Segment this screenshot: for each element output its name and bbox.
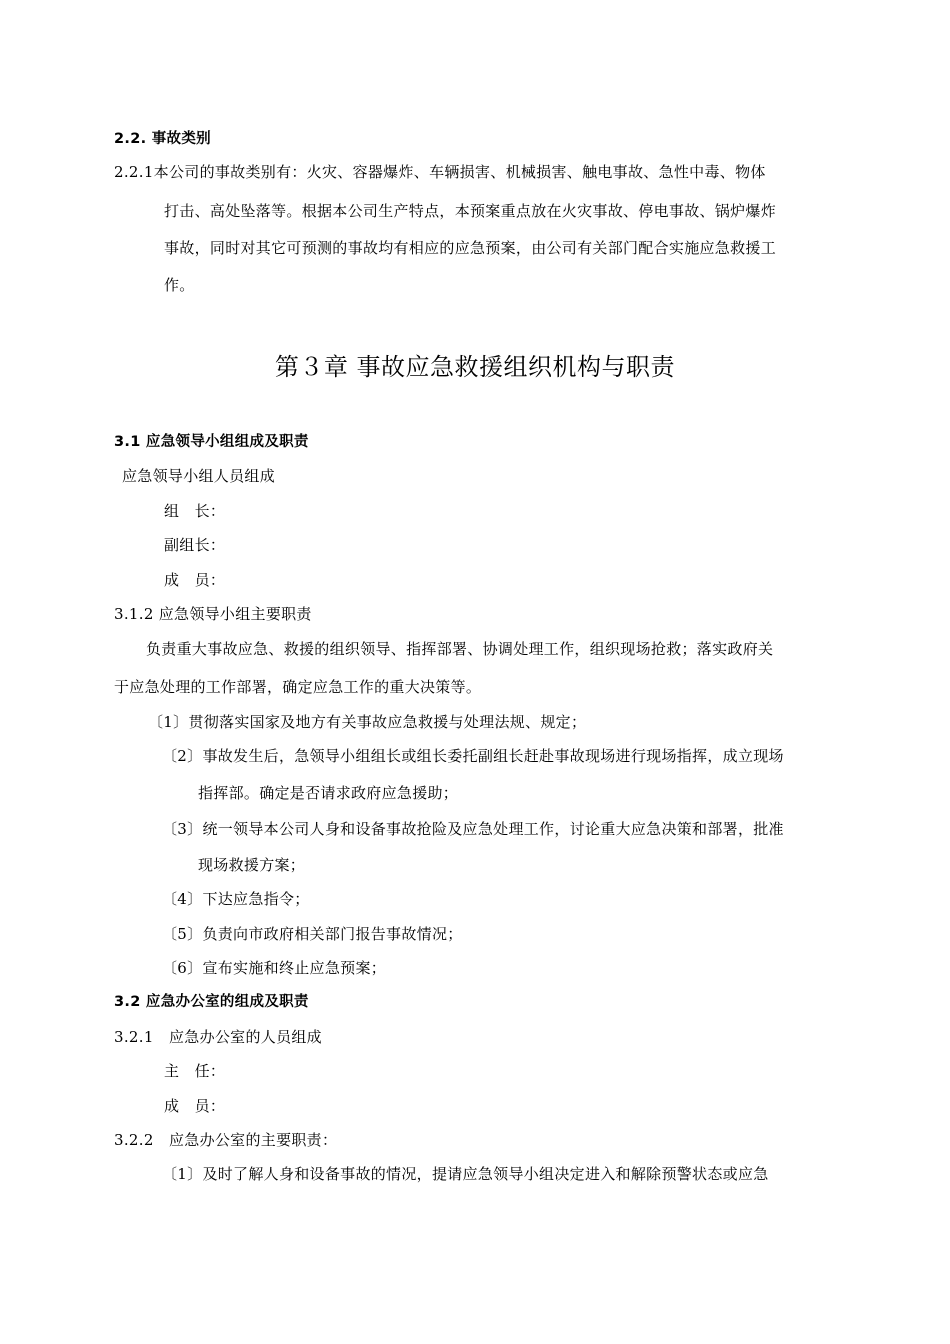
section-3-1-heading: 3.1 应急领导小组组成及职责 bbox=[114, 434, 309, 450]
duty-item-4: 〔4〕下达应急指令； bbox=[162, 890, 310, 908]
paragraph-number: 2.2.1 bbox=[114, 163, 154, 181]
paragraph-2-2-1-line-2: 打击、高处坠落等。根据本公司生产特点，本预案重点放在火灾事故、停电事故、锅炉爆炸 bbox=[164, 202, 777, 220]
members-field: 成 员： bbox=[164, 571, 226, 589]
duty-line-2: 于应急处理的工作部署，确定应急工作的重大决策等。 bbox=[114, 678, 482, 696]
duty-item-2-line-1: 〔2〕事故发生后，急领导小组组长或组长委托副组长赶赴事故现场进行现场指挥，成立现场 bbox=[162, 747, 784, 765]
office-members-field: 成 员： bbox=[164, 1097, 226, 1115]
leader-field: 组 长： bbox=[164, 502, 226, 520]
paragraph-text: 本公司的事故类别有：火灾、容器爆炸、车辆损害、机械损害、触电事故、急性中毒、物体 bbox=[153, 163, 766, 181]
duty-item-3-line-1: 〔3〕统一领导本公司人身和设备事故抢险及应急处理工作，讨论重大应急决策和部署，批准 bbox=[162, 820, 784, 838]
members-title: 应急领导小组人员组成 bbox=[122, 467, 276, 485]
director-field: 主 任： bbox=[164, 1062, 226, 1080]
chapter-title: 第３章 事故应急救援组织机构与职责 bbox=[274, 353, 676, 381]
duty-item-5: 〔5〕负责向市政府相关部门报告事故情况； bbox=[162, 925, 463, 943]
duty-item-3-line-2: 现场救援方案； bbox=[198, 856, 306, 874]
section-3-2-heading: 3.2 应急办公室的组成及职责 bbox=[114, 994, 309, 1010]
subsection-3-2-2: 3.2.2 应急办公室的主要职责： bbox=[114, 1131, 338, 1149]
duty-line-1: 负责重大事故应急、救援的组织领导、指挥部署、协调处理工作，组织现场抢救；落实政府关 bbox=[146, 640, 774, 658]
vice-leader-field: 副组长： bbox=[164, 536, 226, 554]
duty-item-2-line-2: 指挥部。确定是否请求政府应急援助； bbox=[198, 784, 459, 802]
paragraph-2-2-1-line-1 bbox=[114, 162, 766, 182]
duty-item-6: 〔6〕宣布实施和终止应急预案； bbox=[162, 959, 387, 977]
section-2-2-heading: 2.2. 事故类别 bbox=[114, 131, 211, 147]
subsection-3-1-2: 3.1.2 应急领导小组主要职责 bbox=[114, 605, 312, 623]
paragraph-2-2-1-line-4: 作。 bbox=[164, 276, 195, 294]
paragraph-2-2-1-line-3: 事故，同时对其它可预测的事故均有相应的应急预案，由公司有关部门配合实施应急救援工 bbox=[164, 239, 777, 257]
duty-item-1: 〔1〕贯彻落实国家及地方有关事故应急救援与处理法规、规定； bbox=[148, 713, 587, 731]
subsection-3-2-1: 3.2.1 应急办公室的人员组成 bbox=[114, 1028, 322, 1046]
office-duty-item-1-line-1: 〔1〕及时了解人身和设备事故的情况，提请应急领导小组决定进入和解除预警状态或应急 bbox=[162, 1165, 769, 1183]
